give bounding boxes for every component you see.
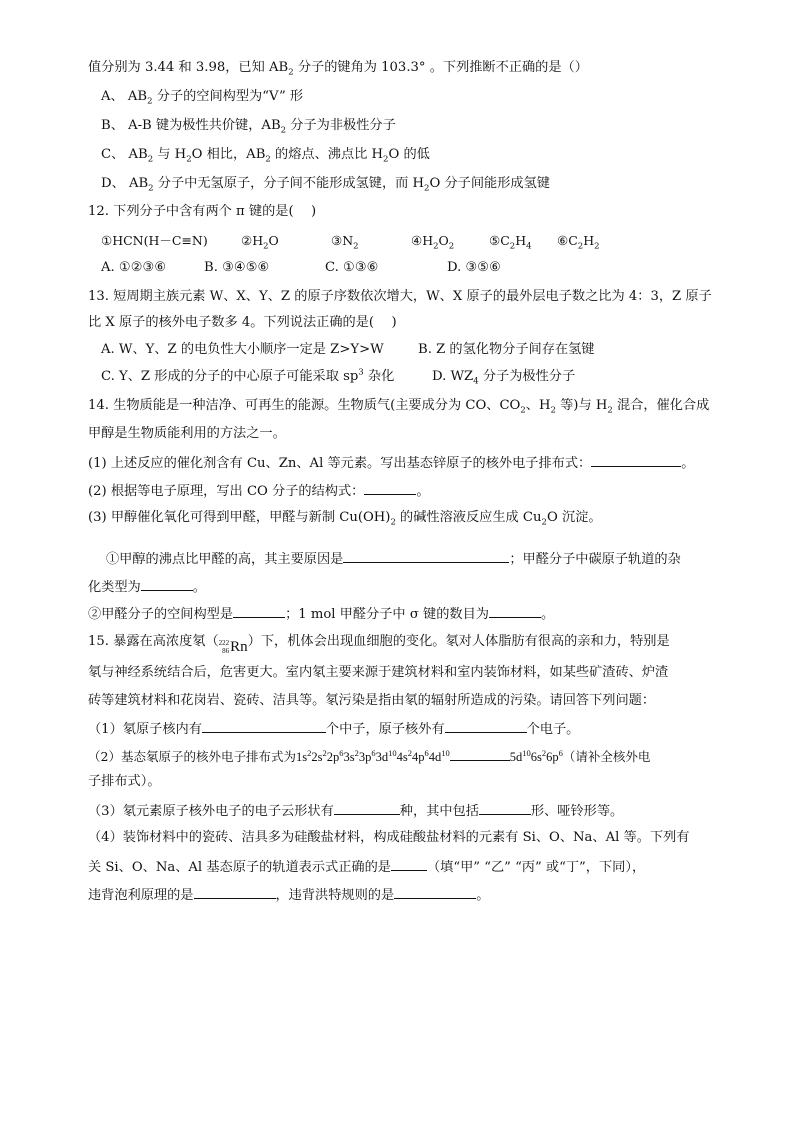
q14-part1: (1) 上述反应的催化剂含有 Cu、Zn、Al 等元素。写出基态锌原子的核外电子排布式： 。 [88,453,694,473]
q15-part1: （1）氡原子核内有 个中子，原子核外有 个电子。 [88,719,579,739]
q12-item-3: $③N_2$ [331,233,359,252]
q13-option-c: C. Y、Z 形成的分子的中心原子可能采取 $sp^3$ 杂化 [101,367,395,384]
answer-blank[interactable] [141,577,193,591]
answer-blank[interactable] [394,885,476,899]
q13-stem-line1: 13. 短周期主族元素 W、X、Y、Z 的原子序数依次增大，W、X 原子的最外层电子数之比为 4：3，Z 原子 [88,289,712,304]
q12-choice-b: B. ③④⑤⑥ [204,260,270,275]
answer-blank[interactable] [391,857,427,871]
q12-stem: 12. 下列分子中含有两个 π 键的是( ) [88,204,317,219]
q14-stem-line1: 14. 生物质能是一种洁净、可再生的能源。生物质气(主要成分为 CO、$CO_2$、$H_2$ 等)与 $H_2$ 混合，催化合成 [88,398,710,416]
electron-config: $1s^22s^22p^63s^23p^63d^{10}4s^24p^64d^{10}$ [295,747,450,764]
q12-choice-d: D. ③⑤⑥ [447,260,501,275]
q14-part3-sub1-cont: 化类型为 。 [88,577,206,597]
q15-stem-line1: 15. 暴露在高浓度氡（ 222 86 Rn ）下，机体会出现血细胞的变化。氡对人体脂肪有很高的亲和力，特别是 [88,631,670,658]
q14-part3-sub2: ②甲醛分子的空间构型是 ；1 mol 甲醛分子中 σ 键的数目为 。 [88,604,554,624]
q14-part3: (3) 甲醇催化氧化可得到甲醛，甲醛与新制 $Cu(OH)_2$ 的碱性溶液反应生成 $Cu_2O$ 沉淀。 [88,510,602,528]
q12-choice-a: A. ①②③⑥ [101,260,167,275]
q13-option-a: A. W、Y、Z 的电负性大小顺序一定是 Z>Y>W [101,342,384,357]
q12-item-2: $②H_2O$ [241,233,279,252]
q15-part4-line1: （4）装饰材料中的瓷砖、洁具多为硅酸盐材料，构成硅酸盐材料的元素有 Si、O、Na、Al 等。下列有 [88,830,690,845]
q11-stem: 值分别为 3.44 和 3.98，已知 $AB_2$ 分子的键角为 103.3° 。下列推断不正确的是（） [88,60,588,78]
q11-option-c: C、 $AB_2$ 与 $H_2O$ 相比，$AB_2$ 的熔点、沸点比 $H_2O$ 的低 [101,147,430,165]
q15-part4-line2: 关 Si、O、Na、Al 基态原子的轨道表示式正确的是 （填“甲” “乙” “丙” 或“丁”，下同）， [88,857,645,877]
answer-blank[interactable] [364,481,416,495]
q15-part2-cont: 子排布式）。 [88,774,161,789]
q12-choice-c: C. ①③⑥ [325,260,379,275]
q15-stem-line2: 氡与神经系统结合后，危害更大。室内氡主要来源于建筑材料和室内装饰材料，如某些矿渣砖、炉渣 [88,665,669,680]
electron-config-tail: $5d^{10}6s^26p^6$ [509,747,563,764]
q14-stem-line2: 甲醇是生物质能利用的方法之一。 [88,426,286,441]
q11-option-b: B、 A-B 键为极性共价键，$AB_2$ 分子为非极性分子 [101,118,396,136]
q13-option-d: D. $WZ_4$ 分子为极性分子 [432,369,576,387]
answer-blank[interactable] [343,549,509,563]
answer-blank[interactable] [489,604,541,618]
q11-option-d: D、 $AB_2$ 分子中无氢原子，分子间不能形成氢键，而 $H_2O$ 分子间能形成氢键 [101,176,550,194]
q15-part2: （2）基态氡原子的核外电子排布式为$1s^22s^22p^63s^23p^63d^{10}4s^24p^64d^{10}$ $5d^{10}6s^26p^6$（请补全核外电 [88,747,651,764]
answer-blank[interactable] [445,719,527,733]
q12-item-6: $⑥C_2H_2$ [557,233,600,252]
q12-item-1: ①HCN(H－C≡N) [101,233,208,248]
q14-part3-sub1: ①甲醇的沸点比甲醛的高，其主要原因是 ；甲醛分子中碳原子轨道的杂 [106,549,681,569]
q15-part3: （3）氡元素原子核外电子的电子云形状有 种，其中包括 形、哑铃形等。 [88,801,623,821]
q11-option-a: A、 $AB_2$ 分子的空间构型为“V” 形 [101,89,304,107]
q12-item-5: $⑤C_2H_4$ [489,233,532,252]
answer-blank[interactable] [479,801,531,815]
q13-option-b: B. Z 的氢化物分子间存在氢键 [418,342,595,357]
q15-stem-line3: 砖等建筑材料和花岗岩、瓷砖、洁具等。氡污染是指由氡的辐射所造成的污染。请回答下列问题： [88,693,656,708]
answer-blank[interactable] [591,453,681,467]
answer-blank[interactable] [450,747,510,761]
q13-stem-line2: 比 X 原子的核外电子数多 4。下列说法正确的是( ) [88,315,397,330]
q12-item-4: $④H_2O_2$ [411,233,455,252]
q15-part4-line3: 违背泡利原理的是 ，违背洪特规则的是 。 [88,885,489,905]
q14-part2: (2) 根据等电子原理，写出 CO 分子的结构式： 。 [88,481,430,501]
answer-blank[interactable] [202,719,326,733]
answer-blank[interactable] [194,885,276,899]
radon-nuclide-symbol: 222 86 Rn [218,639,248,655]
answer-blank[interactable] [334,801,400,815]
answer-blank[interactable] [233,604,285,618]
